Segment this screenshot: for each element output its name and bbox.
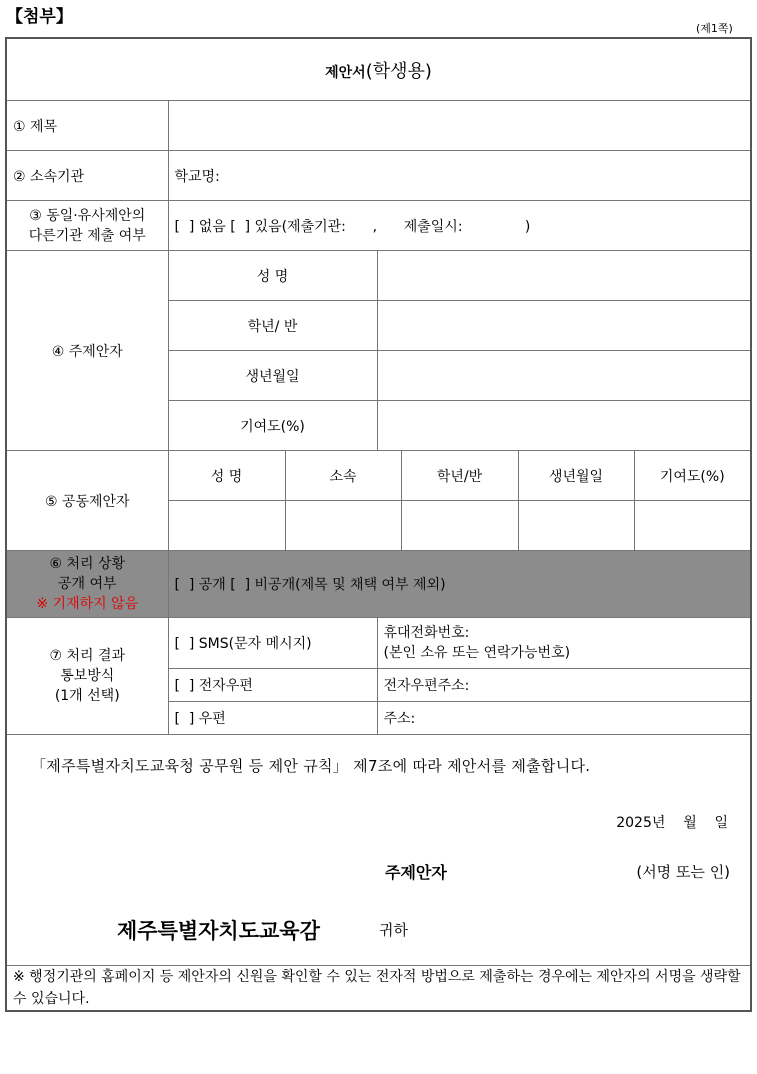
co-birth-header: 생년월일 (518, 451, 634, 501)
co-name-header: 성 명 (168, 451, 285, 501)
co-grade-field[interactable] (401, 501, 518, 551)
recipient-honorific: 귀하 (379, 921, 408, 939)
duplicate-field[interactable]: [ ] 없음 [ ] 있음(제출기관: , 제출일시: ) (168, 201, 751, 251)
co-contribution-header: 기여도(%) (634, 451, 751, 501)
phone-field[interactable]: 휴대전화번호: (본인 소유 또는 연락가능번호) (377, 618, 751, 669)
page-number: (제1쪽) (696, 22, 733, 35)
main-birth-field[interactable] (377, 351, 751, 401)
main-grade-field[interactable] (377, 301, 751, 351)
disclosure-field: [ ] 공개 [ ] 비공개(제목 및 채택 여부 제외) (168, 551, 751, 618)
main-name-field[interactable] (377, 251, 751, 301)
co-name-field[interactable] (168, 501, 285, 551)
post-field[interactable]: 주소: (377, 702, 751, 735)
main-proposer-sign-label: 주제안자 (385, 863, 447, 882)
declaration-section (6, 735, 751, 966)
post-option[interactable]: [ ] 우편 (168, 702, 377, 735)
affiliation-field[interactable]: 학교명: (168, 151, 751, 201)
footer-note: ※ 행정기관의 홈페이지 등 제안자의 신원을 확인할 수 있는 전자적 방법으로 제출하는 경우에는 제안자의 서명을 생략할 수 있습니다. (6, 966, 751, 1012)
form-title: 제안서(학생용) (6, 38, 751, 101)
co-birth-field[interactable] (518, 501, 634, 551)
email-field[interactable]: 전자우편주소: (377, 669, 751, 702)
main-proposer-label: ④ 주제안자 (6, 251, 168, 451)
main-birth-label: 생년월일 (168, 351, 377, 401)
main-contribution-field[interactable] (377, 401, 751, 451)
disclosure-label: ⑥ 처리 상황 공개 여부 ※ 기재하지 않음 (6, 551, 168, 618)
notify-label: ⑦ 처리 결과 통보방식 (1개 선택) (6, 618, 168, 735)
main-name-label: 성 명 (168, 251, 377, 301)
co-affiliation-header: 소속 (285, 451, 401, 501)
recipient: 제주특별자치도교육감 (117, 919, 320, 943)
main-contribution-label: 기여도(%) (168, 401, 377, 451)
main-grade-label: 학년/ 반 (168, 301, 377, 351)
co-affiliation-field[interactable] (285, 501, 401, 551)
title-field[interactable] (168, 101, 751, 151)
co-proposer-label: ⑤ 공동제안자 (6, 451, 168, 551)
declaration-statement: 「제주특별자치도교육청 공무원 등 제안 규칙」 제7조에 따라 제안서를 제출합니다. (31, 757, 591, 775)
declaration-date: 2025년 월 일 (616, 815, 729, 831)
affiliation-label: ② 소속기관 (6, 151, 168, 201)
proposal-form (5, 37, 752, 1012)
title-label: ① 제목 (6, 101, 168, 151)
email-option[interactable]: [ ] 전자우편 (168, 669, 377, 702)
duplicate-label: ③ 동일·유사제안의 다른기관 제출 여부 (6, 201, 168, 251)
co-grade-header: 학년/반 (401, 451, 518, 501)
sms-option[interactable]: [ ] SMS(문자 메시지) (168, 618, 377, 669)
signature-field[interactable]: (서명 또는 인) (636, 863, 731, 881)
co-contribution-field[interactable] (634, 501, 751, 551)
attachment-label: 【첨부】 (6, 7, 73, 27)
